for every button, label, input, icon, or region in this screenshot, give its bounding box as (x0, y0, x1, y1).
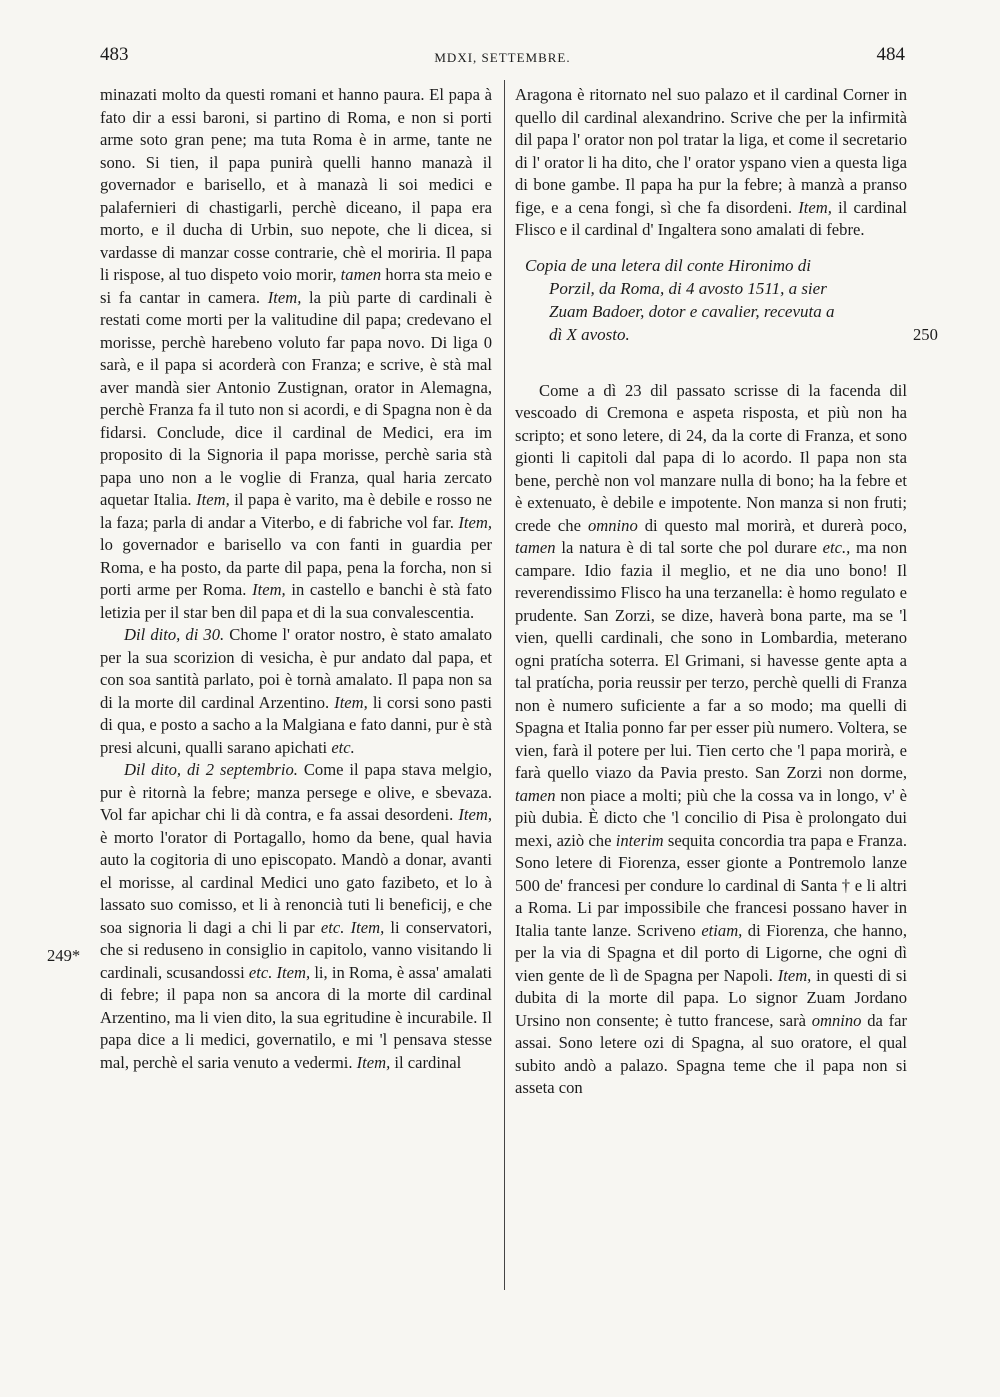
page-number-left: 483 (100, 44, 129, 65)
letter-heading: Copia de una letera dil conte Hironimo di Porzil, da Roma, di 4 avosto 1511, a sier Zuam Badoer, dotor e cavalier, recevuta a dì X avosto. (525, 255, 835, 344)
left-column (100, 84, 492, 1074)
running-title: MDXI, SETTEMBRE. (434, 50, 571, 65)
paragraph: Aragona è ritornato nel suo palazo et il cardinal Corner in quello dil cardinal alexandrino. Scrive che per la infirmità dil papa l' orator non pol tratar la liga, et come il secretario di l' orator li ha dito, che l' orator yspano vien a questa liga di bone gambe. Il papa ha pur la febre; à manzà a pranso fige, e a cena fongi, sì che fa disordeni. Item, il cardinal Flisco e il cardinal d' Ingaltera sono amalati di febre. (515, 85, 907, 239)
right-column (515, 84, 907, 1100)
paragraph: Come a dì 23 dil passato scrisse di la facenda dil vescoado di Cremona e aspeta risposta, et più non ha scripto; et sono letere, di 24, da la corte di Franza, et sono gionti li capitoli dal papa di lo acordo. Il papa non sta bene, perchè non vol manzare nulla di bono; ha la febre et è extenuato, è debile e impotente. Non manza si non fruti; crede che omnino di questo mal morirà, et durerà poco, tamen la natura è di tal sorte che pol durare etc., ma non campare. Idio fazia il meglio, et ne dia uno bono! Il reverendissimo Flisco ha una terzanella: è homo regulato e prudente. San Zorzi, se dize, haverà bona parte, ma se 'l vien, quelli cardinali, che sono in Lombardia, meterano ogni pratícha soterra. El Grimani, si havesse gente apta a tal pratícha, poria reussir per terzo, perchè quelli di Franza non è numero suficiente a far a so modo; ma quelli di Spagna et Italia ponno far per esser più numero. Voltera, se vien, farà il potere per lui. Tien certo che 'l papa morirà, e farà quello viazo da Pavia presto. San Zorzi non dorme, tamen non piace a molti; più che la cossa va in longo, v' è più dubia. È dicto che 'l concilio di Pisa è prolongato dui mexi, aziò che interim sequita concordia tra papa e Franza. Sono letere di Fiorenza, esser gionte a Pontremolo lanze 500 de' francesi per condure lo cardinal di Santa † e li altri a Roma. Li par impossibile che francesi possano haver in Italia tante lanze. Scriveno etiam, di Fiorenza, che hanno, per la via di Spagna et dil porto di Ligorne, che ogni dì vien gente de lì de Spagna per Napoli. Item, in questi di si dubita di la morte dil papa. Lo signor Zuam Jordano Ursino non consente; è tutto francese, sarà omnino da far assai. Sono letere ozi di Spagna, al suo oratore, el qual subito andò a palazo. Spagna teme che il papa non si asseta con (515, 380, 907, 1097)
page-number-right: 484 (876, 44, 905, 65)
paragraph: Dil dito, di 2 septembrio. Come il papa stava melgio, pur è ritornà la febre; manza persege e olive, e sbevaza. Vol far apichar chi li dà contra, e fa assai desordeni. Item, è morto l'orator di Portagallo, homo da bene, qual havia auto la cogitoria di uno episcopato. Mandò a donar, avanti el morisse, al cardinal Medici uno gato fazibeto, et lo à lassato suo comisso, et li à renoncià tuti li beneficij, e che soa signoria li dagi a chi li par etc. Item, li conservatori, che si reduseno in consiglio in capitolo, vanno visitando li cardinali, scusandossi etc. Item, li, in Roma, è assa' amalati di febre; il papa non sa ancora di la morte dil cardinal Arzentino, ma li vien dito, la sua egritudine è incurabile. Il papa dice a li medici, governatilo, e mi 'l pensava stesse mal, perchè el saria venuto a vedermi. Item, il cardinal (100, 760, 492, 1072)
margin-number-right: 250 (913, 325, 938, 344)
paragraph: Dil dito, di 30. Chome l' orator nostro, è stato amalato per la sua scorizion di vesicha, è pur andato dal papa, et con soa santità parlato, poi è tornà amalato. Il papa non sa di la morte dil cardinal Arzentino. Item, li corsi sono pasti di qua, e posto a sacho a la Malgiana e fato danni, pur è stà presi alcuni, qualli sarano apichati etc. (100, 625, 493, 757)
margin-number-left: 249* (47, 946, 81, 965)
running-head (100, 44, 905, 76)
column-divider (504, 80, 505, 1290)
paragraph: minazati molto da questi romani et hanno paura. El papa à fato dir a essi baroni, si partino di Roma, e non si porti arme soto gran pene; ma tuta Roma è in arme, tante ne sono. Si tien, il papa punirà quelli hanno manazà il governador e barisello, et à manazà li soi medici e palafernieri di chastigarli, perchè diceano, il papa era morto, e il ducha di Urbin, suo nepote, che li dicea, si vardasse di manzar cosse contrarie, chè el moriria. Il papa li rispose, al tuo dispeto voio morir, tamen horra sta meio e si fa cantar in camera. Item, la più parte di cardinali è restati come morti per la valitudine dil papa; credevano el morisse, perchè harebeno voluto far papa novo. Di liga 0 sarà, e il papa si acorderà con Franza; e scrive, è stà mal aver mandà sier Antonio Zustignan, orator in Alemagna, perchè Franza fa il tuto non si acordi, e di Spagna non è da fidarsi. Conclude, dice il cardinal de Medici, era im proposito di la Signoria il papa morisse, perchè saria stà papa uno non a le voglie di Franza, qual haria zercato aquetar Italia. Item, il papa è varito, ma è debile e rosso ne la faza; parla di andar a Viterbo, e di fabriche vol far. Item, lo governador e barisello va con fanti in guardia per Roma, e ha posto, da parte dil papa, pena la forcha, non si porti arme per Roma. Item, in castello e banchi è stà fato letizia per il star ben dil papa et di la sua convalescentia. (100, 85, 492, 622)
